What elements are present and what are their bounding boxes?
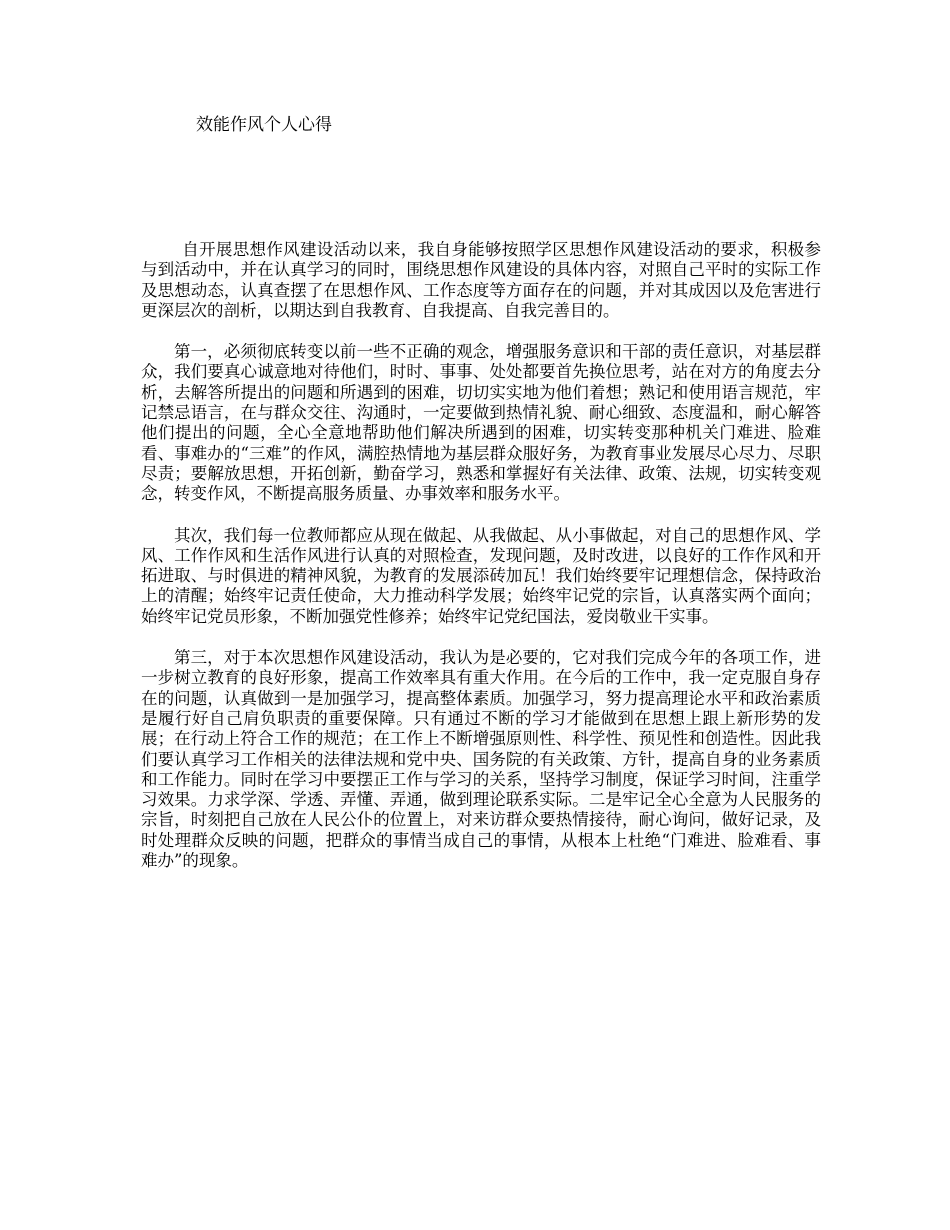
- paragraph-second-point: 其次，我们每一位教师都应从现在做起、从我做起、从小事做起，对自己的思想作风、学风、工作作风和生活作风进行认真的对照检查，发现问题，及时改进，以良好的工作作风和开拓进取、与时俱进的精神风貌，为教育的发展添砖加瓦！我们始终要牢记理想信念，保持政治上的清醒；始终牢记责任使命，大力推动科学发展；始终牢记党的宗旨，认真落实两个面向；始终牢记党员形象，不断加强党性修养；始终牢记党纪国法，爱岗敬业干实事。: [141, 525, 821, 626]
- document-body: [141, 240, 821, 892]
- paragraph-third-point: 第三，对于本次思想作风建设活动，我认为是必要的，它对我们完成今年的各项工作，进一步树立教育的良好形象，提高工作效率具有重大作用。在今后的工作中，我一定克服自身存在的问题，认真做到一是加强学习，提高整体素质。加强学习，努力提高理论水平和政治素质是履行好自己肩负职责的重要保障。只有通过不断的学习才能做到在思想上跟上新形势的发展；在行动上符合工作的规范；在工作上不断增强原则性、科学性、预见性和创造性。因此我们要认真学习工作相关的法律法规和党中央、国务院的有关政策、方针，提高自身的业务素质和工作能力。同时在学习中要摆正工作与学习的关系，坚持学习制度，保证学习时间，注重学习效果。力求学深、学透、弄懂、弄通，做到理论联系实际。二是牢记全心全意为人民服务的宗旨，时刻把自己放在人民公仆的位置上，对来访群众要热情接待，耐心询问，做好记录，及时处理群众反映的问题，把群众的事情当成自己的事情，从根本上杜绝“门难进、脸难看、事难办”的现象。: [141, 648, 821, 871]
- paragraph-intro: 自开展思想作风建设活动以来，我自身能够按照学区思想作风建设活动的要求，积极参与到活动中，并在认真学习的同时，围绕思想作风建设的具体内容，对照自己平时的实际工作及思想动态，认真查摆了在思想作风、工作态度等方面存在的问题，并对其成因以及危害进行更深层次的剖析，以期达到自我教育、自我提高、自我完善目的。: [141, 240, 821, 320]
- paragraph-first-point: 第一，必须彻底转变以前一些不正确的观念，增强服务意识和干部的责任意识，对基层群众，我们要真心诚意地对待他们，时时、事事、处处都要首先换位思考，站在对方的角度去分析，去解答所提出的问题和所遇到的困难，切切实实地为他们着想；熟记和使用语言规范，牢记禁忌语言，在与群众交往、沟通时，一定要做到热情礼貌、耐心细致、态度温和，耐心解答他们提出的问题，全心全意地帮助他们解决所遇到的困难，切实转变那种机关门难进、脸难看、事难办的“三难”的作风，满腔热情地为基层群众服好务，为教育事业发展尽心尽力、尽职尽责；要解放思想，开拓创新，勤奋学习，熟悉和掌握好有关法律、政策、法规，切实转变观念，转变作风，不断提高服务质量、办事效率和服务水平。: [141, 342, 821, 504]
- document-title: 效能作风个人心得: [196, 115, 332, 135]
